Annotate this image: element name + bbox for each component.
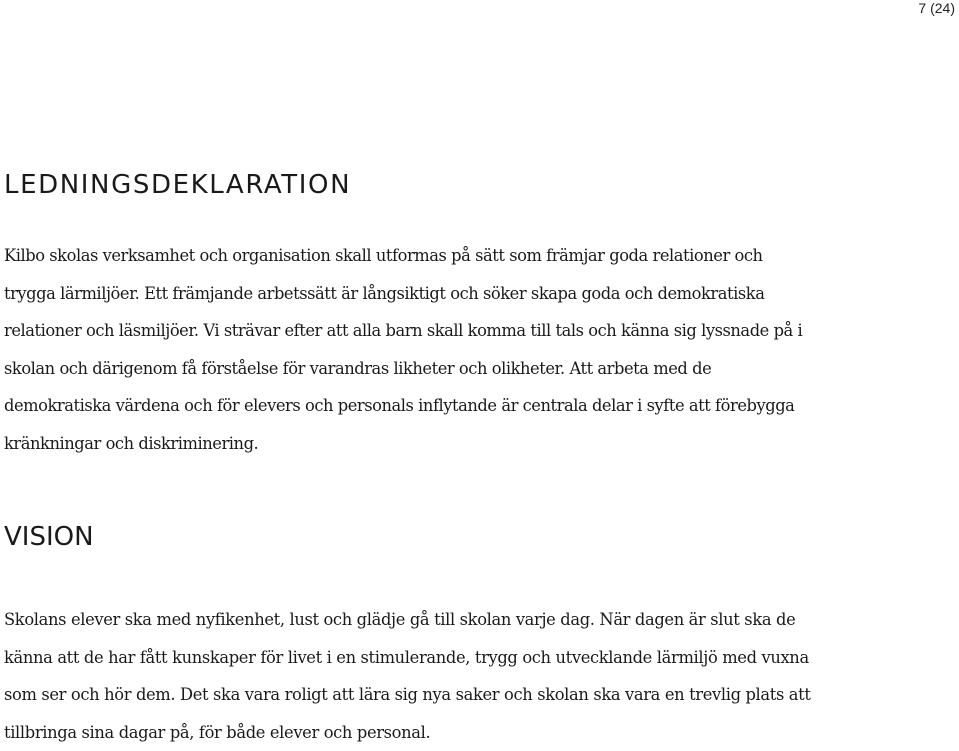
paragraph-line: som ser och hör dem. Det ska vara roligt att lära sig nya saker och skolan ska vara en trevlig plats att <box>4 676 956 714</box>
paragraph-line: relationer och läsmiljöer. Vi strävar efter att alla barn skall komma till tals och känna sig lyssnade på i <box>4 312 956 350</box>
paragraph-line: Skolans elever ska med nyfikenhet, lust och glädje gå till skolan varje dag. När dagen är slut ska de <box>4 601 956 639</box>
section-heading-ledningsdeklaration: LEDNINGSDEKLARATION <box>4 170 351 200</box>
paragraph-line: skolan och därigenom få förståelse för varandras likheter och olikheter. Att arbeta med de <box>4 350 956 388</box>
paragraph-line: demokratiska värdena och för elevers och personals inflytande är centrala delar i syfte att förebygga <box>4 387 956 425</box>
section-heading-vision: VISION <box>4 522 94 552</box>
paragraph-line: kränkningar och diskriminering. <box>4 425 956 463</box>
paragraph-line: känna att de har fått kunskaper för livet i en stimulerande, trygg och utvecklande lärmiljö med vuxna <box>4 639 956 677</box>
vision-paragraph <box>4 601 956 751</box>
paragraph-line: tillbringa sina dagar på, för både elever och personal. <box>4 714 956 751</box>
page-number: 7 (24) <box>918 0 955 16</box>
paragraph-line: Kilbo skolas verksamhet och organisation skall utformas på sätt som främjar goda relationer och <box>4 237 956 275</box>
ledningsdeklaration-paragraph <box>4 237 956 462</box>
paragraph-line: trygga lärmiljöer. Ett främjande arbetssätt är långsiktigt och söker skapa goda och demokratiska <box>4 275 956 313</box>
